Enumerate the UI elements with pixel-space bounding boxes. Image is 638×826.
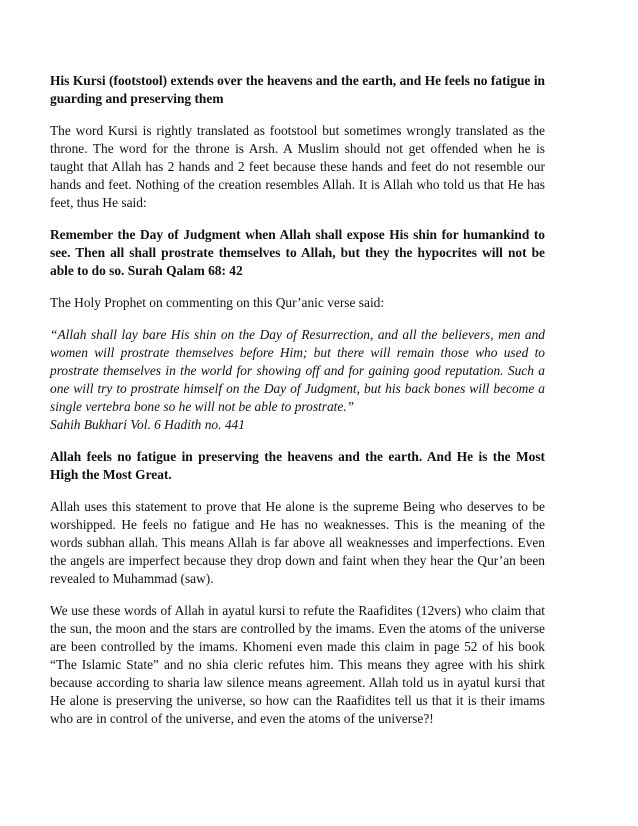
- body-paragraph-raafidites: We use these words of Allah in ayatul kursi to refute the Raafidites (12vers) who claim that the sun, the moon and the stars are controlled by the imams. Even the atoms of the universe are been controlled by the imams. Khomeni even made this claim in page 52 of his book “The Islamic State” and no shia cleric refutes him. This means they agree with his shirk because according to sharia law silence means agreement. Allah told us in ayatul kursi that He alone is preserving the universe, so how can the Raafidites tell us that it is their imams who are in control of the universe, and even the atoms of the universe?!: [50, 603, 545, 726]
- hadith-quote: “Allah shall lay bare His shin on the Day of Resurrection, and all the believers, men and women will prostrate themselves before Him; but there will remain those who used to prostrate themselves in the world for showing off and for gaining good reputation. Such a one will try to prostrate himself on the Day of Judgment, but his back bones will become a single vertebra bone so he will not be able to prostrate.”: [50, 327, 545, 414]
- prophet-intro-text: The Holy Prophet on commenting on this Qur’anic verse said:: [50, 295, 385, 310]
- body-paragraph-kursi: The word Kursi is rightly translated as footstool but sometimes wrongly translated as the throne. The word for the throne is Arsh. A Muslim should not get offended when he is taught that Allah has 2 hands and 2 feet because these hands and feet do not resemble our hands and feet. Nothing of the creation resembles Allah. It is Allah who told us that He has feet, thus He said:: [50, 123, 545, 210]
- hadith-source: Sahih Bukhari Vol. 6 Hadith no. 441: [50, 417, 245, 432]
- document-page: [50, 72, 545, 742]
- section-heading: His Kursi (footstool) extends over the heavens and the earth, and He feels no fatigue in guarding and preserving them: [50, 73, 545, 106]
- body-paragraph-subhan-allah: Allah uses this statement to prove that He alone is the supreme Being who deserves to be worshipped. He feels no fatigue and He has no weaknesses. This is the meaning of the words subhan allah. This means Allah is far above all weaknesses and imperfections. Even the angels are imperfect because they drop down and faint when they hear the Qur’an been revealed to Muhammad (saw).: [50, 499, 545, 586]
- section-heading-fatigue: Allah feels no fatigue in preserving the heavens and the earth. And He is the Most High the Most Great.: [50, 449, 545, 482]
- verse-quote: Remember the Day of Judgment when Allah shall expose His shin for humankind to see. Then all shall prostrate themselves to Allah, but they the hypocrites will not be able to do so. Surah Qalam 68: 42: [50, 227, 545, 278]
